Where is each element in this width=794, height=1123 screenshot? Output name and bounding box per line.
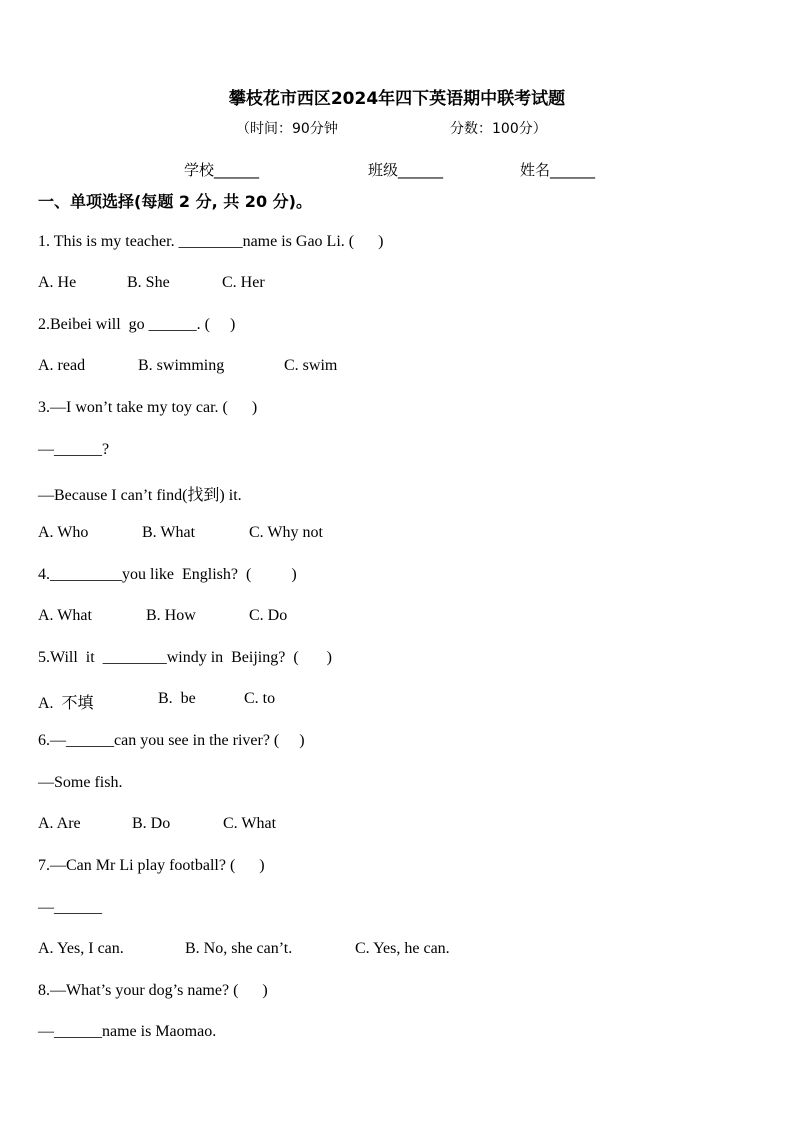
question-7-option-a: A. Yes, I can. xyxy=(38,940,124,957)
question-3-reply-2: —Because I can’t find(找到) it. xyxy=(38,487,242,504)
question-3-stem: 3.—I won’t take my toy car. ( ) xyxy=(38,399,258,416)
exam-title: 攀枝花市西区2024年四下英语期中联考试题 xyxy=(228,89,566,109)
question-1-option-c: C. Her xyxy=(222,274,265,291)
question-4-option-c: C. Do xyxy=(249,607,288,624)
question-3-option-a: A. Who xyxy=(38,524,89,541)
question-6-reply-1: —Some fish. xyxy=(38,774,123,791)
name-field: 姓名______ xyxy=(520,161,596,179)
question-2-option-c: C. swim xyxy=(284,357,338,374)
question-5-option-a: A. 不填 xyxy=(38,695,94,712)
question-5-option-b: B. be xyxy=(158,690,196,707)
exam-score: 分数：100分） xyxy=(450,121,547,137)
exam-time: （时间：90分钟 xyxy=(236,121,338,137)
question-3-option-b: B. What xyxy=(142,524,196,541)
question-6-option-a: A. Are xyxy=(38,815,81,832)
question-7-option-c: C. Yes, he can. xyxy=(355,940,450,957)
question-8-reply-1: —______name is Maomao. xyxy=(38,1023,217,1040)
question-7-reply-1: —______ xyxy=(38,899,102,916)
question-3-option-c: C. Why not xyxy=(249,524,323,541)
class-field: 班级______ xyxy=(368,161,444,179)
question-6-option-c: C. What xyxy=(223,815,277,832)
question-2-stem: 2.Beibei will go ______. ( ) xyxy=(38,316,236,333)
question-4-option-b: B. How xyxy=(146,607,196,624)
question-2-option-a: A. read xyxy=(38,357,86,374)
question-3-reply-1: —______? xyxy=(38,441,110,458)
question-5-stem: 5.Will it ________windy in Beijing? ( ) xyxy=(38,649,332,666)
question-7-stem: 7.—Can Mr Li play football? ( ) xyxy=(38,857,265,874)
question-2-option-b: B. swimming xyxy=(138,357,225,374)
question-1-option-a: A. He xyxy=(38,274,77,291)
question-1-stem: 1. This is my teacher. ________name is Gao Li. ( ) xyxy=(38,233,384,250)
question-8-stem: 8.—What’s your dog’s name? ( ) xyxy=(38,982,268,999)
question-7-option-b: B. No, she can’t. xyxy=(185,940,293,957)
question-6-option-b: B. Do xyxy=(132,815,171,832)
school-field: 学校______ xyxy=(184,161,260,179)
question-1-option-b: B. She xyxy=(127,274,170,291)
question-4-stem: 4._________you like English? ( ) xyxy=(38,566,297,583)
question-4-option-a: A. What xyxy=(38,607,92,624)
section-title: 一、单项选择(每题 2 分, 共 20 分)。 xyxy=(38,192,312,211)
question-5-option-c: C. to xyxy=(244,690,276,707)
question-6-stem: 6.—______can you see in the river? ( ) xyxy=(38,732,305,749)
